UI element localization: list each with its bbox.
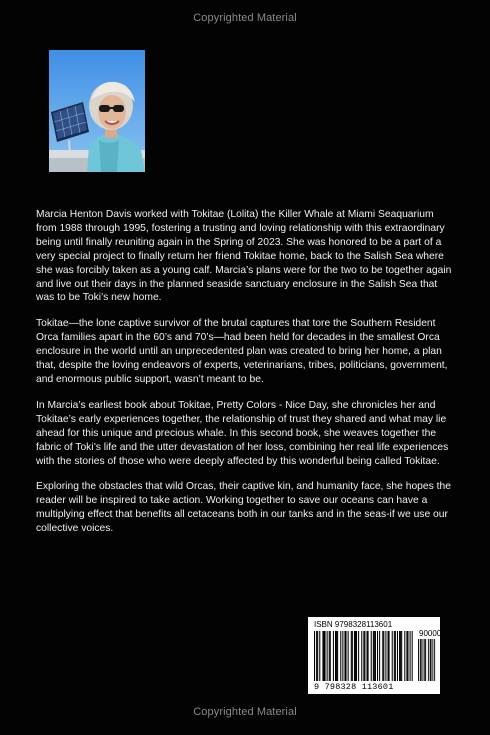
description-paragraph: Marcia Henton Davis worked with Tokitae (Lolita) the Killer Whale at Miami Seaquarium from 1988 through 1995, fostering a trusting and loving relationship with this extraordinary being until finally reuniting again in the Spring of 2023. She was honored to be a part of a very special project to finally return her friend Tokitae home, back to the Salish Sea where she was forcibly taken as a young calf. Marcia’s plans were for the two to be together again and live out their days in the planned seaside sanctuary enclosure in the Salish Sea that was to be Toki’s new home. (36, 209, 452, 304)
barcode-digits: 9 798328 113601 (314, 682, 394, 692)
isbn-barcode (308, 617, 440, 694)
copyright-watermark-bottom: Copyrighted Material (193, 706, 297, 718)
description-paragraph: Tokitae—the lone captive survivor of the brutal captures that tore the Southern Resident Orca families apart in the 60’s and 70’s—had been held for decades in the smallest Orca enclosure in the world until an unprecedented plan was created to bring her home, a plan that, despite the loving endeavors of experts, veterinarians, tribes, politicians, government, and enormous public support, wasn’t meant to be. (36, 318, 448, 385)
price-code: 90000 (419, 629, 442, 638)
author-photo (49, 50, 145, 172)
author-photo-icon (49, 50, 145, 172)
description-paragraph: Exploring the obstacles that wild Orcas, their captive kin, and humanity face, she hopes the reader will be inspired to take action. Working together to save our oceans can have a multiplying effect that benefits all cetaceans both in our tanks and in the seas-if we use our collective voices. (36, 481, 451, 535)
copyright-watermark-top: Copyrighted Material (193, 12, 297, 24)
isbn-label: ISBN 9798328113601 (314, 620, 393, 629)
description-paragraph: In Marcia’s earliest book about Tokitae, Pretty Colors - Nice Day, she chronicles her and Tokitae’s early experiences together, the relationship of trust they shared and what may lie ahead for this unique and precious whale. In this second book, she weaves together the fabric of Toki’s life and the utter devastation of her loss, combining her real life experiences with the stories of those who were deeply affected by this wonderful being called Tokitae. (36, 399, 449, 467)
book-description (36, 208, 456, 548)
